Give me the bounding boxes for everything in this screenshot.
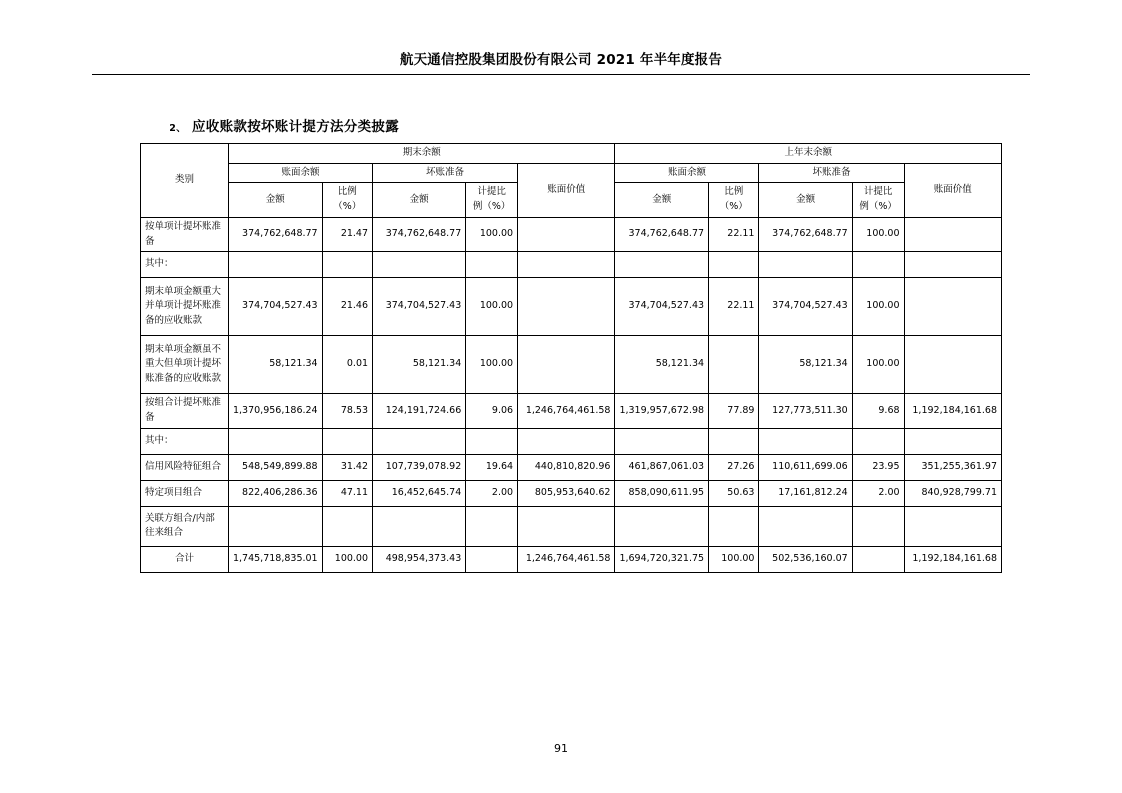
table-row [141, 454, 1002, 480]
cell-cur-ratio: 0.01 [322, 336, 372, 394]
cell-cur-bad [373, 506, 466, 546]
cell-pri-bad: 502,536,160.07 [759, 546, 852, 572]
cell-pri-value [904, 252, 1001, 278]
cell-cur-bad [373, 428, 466, 454]
cell-cur-bad-ratio: 19.64 [466, 454, 518, 480]
header-pri-book-value: 账面价值 [904, 163, 1001, 217]
table-header-row-2 [141, 163, 1002, 183]
cell-cur-amount [228, 428, 322, 454]
row-category: 其中： [141, 428, 229, 454]
table-row [141, 394, 1002, 428]
cell-cur-bad: 58,121.34 [373, 336, 466, 394]
cell-cur-value [518, 336, 615, 394]
cell-cur-value: 1,246,764,461.58 [518, 394, 615, 428]
cell-pri-bad-ratio: 100.00 [852, 336, 904, 394]
cell-pri-ratio: 100.00 [709, 546, 759, 572]
cell-cur-ratio: 31.42 [322, 454, 372, 480]
table-row [141, 278, 1002, 336]
row-category: 合计 [141, 546, 229, 572]
row-category: 特定项目组合 [141, 480, 229, 506]
header-pri-bad-ratio-label: 计提比 [863, 186, 893, 198]
cell-pri-bad-ratio: 2.00 [852, 480, 904, 506]
cell-cur-value [518, 278, 615, 336]
header-cur-ratio-unit: （%） [333, 201, 362, 213]
cell-cur-value: 440,810,820.96 [518, 454, 615, 480]
cell-pri-value [904, 506, 1001, 546]
header-cur-bad-ratio-label: 计提比 [477, 186, 506, 198]
cell-cur-bad-ratio: 100.00 [466, 217, 518, 251]
cell-pri-amount: 374,762,648.77 [615, 217, 709, 251]
cell-pri-bad: 17,161,812.24 [759, 480, 852, 506]
cell-pri-ratio [709, 336, 759, 394]
cell-cur-bad [373, 252, 466, 278]
cell-pri-bad [759, 428, 852, 454]
cell-pri-bad: 110,611,699.06 [759, 454, 852, 480]
cell-pri-amount: 461,867,061.03 [615, 454, 709, 480]
cell-cur-value [518, 252, 615, 278]
cell-pri-bad [759, 252, 852, 278]
cell-cur-amount: 548,549,899.88 [228, 454, 322, 480]
cell-cur-bad: 124,191,724.66 [373, 394, 466, 428]
section-number: 2、 [169, 123, 186, 134]
header-cur-book-value: 账面价值 [518, 163, 615, 217]
header-pri-bad-ratio [852, 183, 904, 217]
cell-pri-value [904, 336, 1001, 394]
cell-pri-amount [615, 506, 709, 546]
cell-pri-value [904, 217, 1001, 251]
header-divider [92, 74, 1030, 75]
cell-cur-bad-ratio [466, 546, 518, 572]
cell-cur-value: 805,953,640.62 [518, 480, 615, 506]
cell-pri-amount: 1,319,957,672.98 [615, 394, 709, 428]
cell-pri-bad: 374,762,648.77 [759, 217, 852, 251]
header-cur-bad-ratio-unit: 例（%） [472, 201, 511, 213]
cell-cur-ratio: 21.47 [322, 217, 372, 251]
cell-cur-amount: 374,762,648.77 [228, 217, 322, 251]
row-category: 按单项计提坏账准备 [141, 217, 229, 251]
cell-pri-ratio: 22.11 [709, 217, 759, 251]
cell-pri-value: 1,192,184,161.68 [904, 546, 1001, 572]
table-row [141, 336, 1002, 394]
header-pri-ratio-label: 比例 [724, 186, 744, 198]
cell-pri-ratio [709, 252, 759, 278]
cell-pri-bad-ratio: 23.95 [852, 454, 904, 480]
cell-cur-amount: 58,121.34 [228, 336, 322, 394]
header-cur-bad-debt: 坏账准备 [373, 163, 518, 183]
cell-cur-ratio: 78.53 [322, 394, 372, 428]
cell-pri-bad: 58,121.34 [759, 336, 852, 394]
header-pri-ratio-unit: （%） [719, 201, 748, 213]
row-category: 期末单项金额重大并单项计提坏账准备的应收账款 [141, 278, 229, 336]
cell-pri-amount [615, 428, 709, 454]
cell-cur-amount [228, 252, 322, 278]
table-row [141, 252, 1002, 278]
header-prior-period: 上年末余额 [615, 144, 1002, 164]
cell-pri-bad [759, 506, 852, 546]
cell-pri-ratio [709, 428, 759, 454]
cell-pri-amount: 58,121.34 [615, 336, 709, 394]
cell-pri-bad-ratio: 9.68 [852, 394, 904, 428]
cell-pri-bad-ratio [852, 506, 904, 546]
cell-pri-value [904, 278, 1001, 336]
cell-cur-ratio: 47.11 [322, 480, 372, 506]
header-pri-amount: 金额 [615, 183, 709, 217]
cell-pri-value [904, 428, 1001, 454]
table-row [141, 217, 1002, 251]
cell-pri-ratio: 50.63 [709, 480, 759, 506]
table-header-row-1 [141, 144, 1002, 164]
cell-cur-ratio [322, 428, 372, 454]
row-category: 期末单项金额虽不重大但单项计提坏账准备的应收账款 [141, 336, 229, 394]
header-pri-bad-ratio-unit: 例（%） [859, 201, 897, 213]
cell-pri-value: 351,255,361.97 [904, 454, 1001, 480]
cell-pri-amount: 374,704,527.43 [615, 278, 709, 336]
row-category: 其中： [141, 252, 229, 278]
cell-pri-value: 1,192,184,161.68 [904, 394, 1001, 428]
row-category: 关联方组合/内部往来组合 [141, 506, 229, 546]
cell-cur-bad: 16,452,645.74 [373, 480, 466, 506]
page-number: 91 [554, 742, 568, 755]
cell-pri-bad-ratio [852, 428, 904, 454]
cell-cur-bad: 498,954,373.43 [373, 546, 466, 572]
cell-pri-ratio [709, 506, 759, 546]
header-cur-bad-ratio [466, 183, 518, 217]
cell-cur-bad: 374,704,527.43 [373, 278, 466, 336]
cell-pri-bad: 127,773,511.30 [759, 394, 852, 428]
cell-cur-ratio: 100.00 [322, 546, 372, 572]
cell-pri-value: 840,928,799.71 [904, 480, 1001, 506]
row-category: 信用风险特征组合 [141, 454, 229, 480]
cell-cur-value [518, 506, 615, 546]
header-category: 类别 [141, 144, 229, 218]
cell-cur-value: 1,246,764,461.58 [518, 546, 615, 572]
cell-cur-bad-ratio: 100.00 [466, 278, 518, 336]
header-cur-bad-amount: 金额 [373, 183, 466, 217]
cell-cur-bad-ratio: 100.00 [466, 336, 518, 394]
cell-pri-ratio: 22.11 [709, 278, 759, 336]
table-row [141, 428, 1002, 454]
cell-cur-bad-ratio [466, 506, 518, 546]
header-cur-amount: 金额 [228, 183, 322, 217]
table-row-total [141, 546, 1002, 572]
cell-pri-ratio: 27.26 [709, 454, 759, 480]
table-head [141, 144, 1002, 218]
cell-cur-ratio: 21.46 [322, 278, 372, 336]
cell-cur-bad-ratio: 9.06 [466, 394, 518, 428]
cell-cur-bad-ratio: 2.00 [466, 480, 518, 506]
header-cur-ratio [322, 183, 372, 217]
cell-pri-bad-ratio [852, 252, 904, 278]
header-current-period: 期末余额 [228, 144, 614, 164]
cell-cur-bad: 107,739,078.92 [373, 454, 466, 480]
cell-pri-bad-ratio [852, 546, 904, 572]
table-row [141, 480, 1002, 506]
cell-cur-amount: 822,406,286.36 [228, 480, 322, 506]
section-heading-text: 应收账款按坏账计提方法分类披露 [192, 119, 399, 135]
header-cur-ratio-label: 比例 [337, 186, 357, 198]
cell-pri-amount: 858,090,611.95 [615, 480, 709, 506]
cell-cur-value [518, 428, 615, 454]
cell-pri-ratio: 77.89 [709, 394, 759, 428]
cell-cur-amount [228, 506, 322, 546]
table-body [141, 217, 1002, 572]
receivables-bad-debt-table [140, 143, 1002, 573]
cell-cur-bad: 374,762,648.77 [373, 217, 466, 251]
header-pri-book-balance: 账面余额 [615, 163, 759, 183]
header-pri-bad-debt: 坏账准备 [759, 163, 904, 183]
table-row [141, 506, 1002, 546]
header-pri-bad-amount: 金额 [759, 183, 852, 217]
cell-pri-amount [615, 252, 709, 278]
cell-cur-amount: 1,370,956,186.24 [228, 394, 322, 428]
page-header: 航天通信控股集团股份有限公司 2021 年半年度报告 [399, 52, 723, 68]
cell-cur-bad-ratio [466, 252, 518, 278]
cell-cur-bad-ratio [466, 428, 518, 454]
cell-cur-ratio [322, 506, 372, 546]
cell-cur-amount: 374,704,527.43 [228, 278, 322, 336]
header-cur-book-balance: 账面余额 [228, 163, 372, 183]
cell-pri-bad-ratio: 100.00 [852, 217, 904, 251]
cell-cur-amount: 1,745,718,835.01 [228, 546, 322, 572]
section-title [142, 115, 399, 135]
cell-pri-bad: 374,704,527.43 [759, 278, 852, 336]
cell-cur-value [518, 217, 615, 251]
cell-pri-amount: 1,694,720,321.75 [615, 546, 709, 572]
row-category: 按组合计提坏账准备 [141, 394, 229, 428]
cell-cur-ratio [322, 252, 372, 278]
header-pri-ratio [709, 183, 759, 217]
cell-pri-bad-ratio: 100.00 [852, 278, 904, 336]
